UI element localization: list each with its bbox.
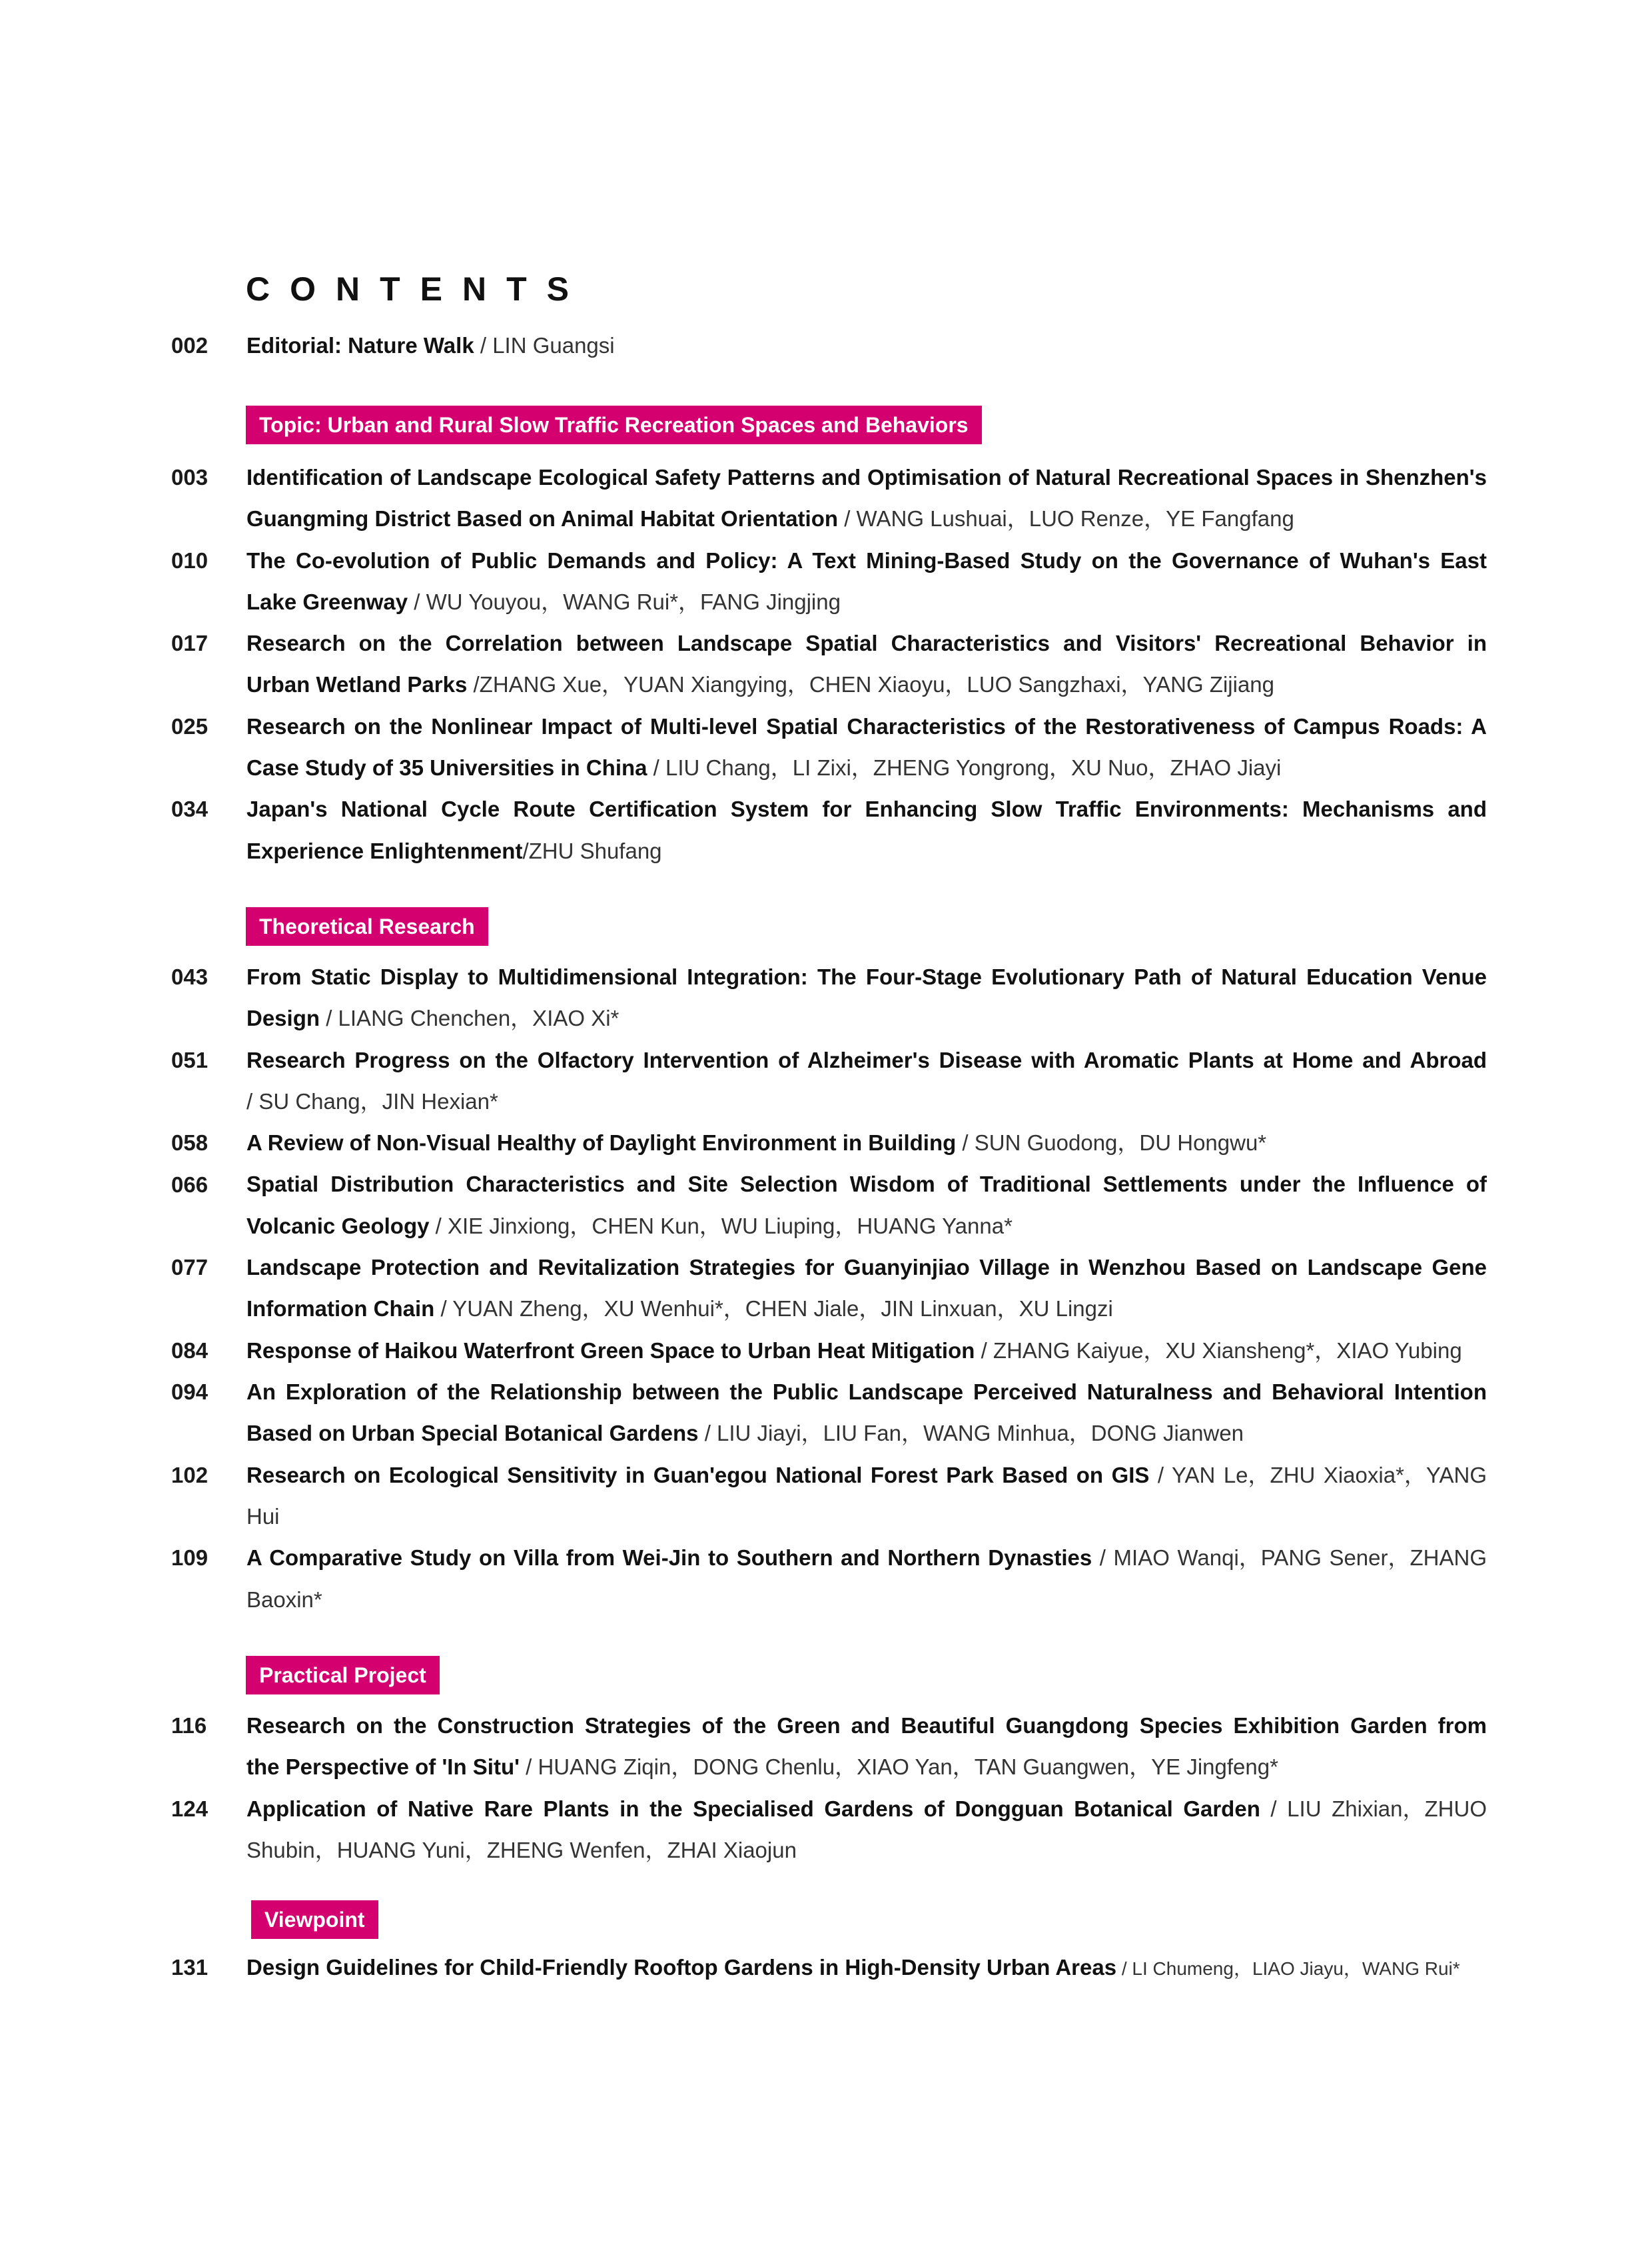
toc-entry-line[interactable] [246, 664, 1487, 705]
toc-entry-line[interactable] [246, 1164, 1487, 1205]
article-authors: / YAN Le，ZHU Xiaoxia*，YANG [1149, 1463, 1487, 1487]
entry-page-number: 109 [171, 1545, 208, 1571]
toc-entry-line-text [246, 1081, 498, 1122]
toc-entry-line-text [246, 1371, 1487, 1413]
article-title: Identification of Landscape Ecological Safety Patterns and Optimisation of Natural Recreational Spaces in Shenzhen's [246, 465, 1487, 490]
article-title: Design Guidelines for Child-Friendly Rooftop Gardens in High-Density Urban Areas [246, 1955, 1117, 1980]
section-badge: Theoretical Research [246, 907, 488, 946]
toc-entry-line[interactable] [246, 1947, 1487, 1988]
section-badge: Viewpoint [251, 1900, 378, 1939]
toc-entry-line[interactable] [246, 706, 1487, 747]
toc-entry-line-text [246, 1330, 1462, 1371]
toc-entry-line[interactable] [246, 581, 1487, 623]
toc-entry-line[interactable] [246, 1705, 1487, 1746]
toc-entry-line[interactable] [246, 457, 1487, 498]
toc-entry-line-text [246, 457, 1487, 498]
toc-entry-line-text [246, 1206, 1013, 1247]
entry-page-number: 084 [171, 1337, 208, 1363]
article-authors: / YUAN Zheng，XU Wenhui*，CHEN Jiale，JIN Linxuan，XU Lingzi [434, 1296, 1113, 1321]
toc-entry-line[interactable] [246, 1496, 1487, 1537]
toc-entry-line[interactable] [246, 1371, 1487, 1413]
toc-entry-line[interactable] [246, 623, 1487, 664]
page-title: CONTENTS [246, 270, 589, 308]
toc-entry-line[interactable] [246, 1330, 1487, 1371]
toc-entry-line-text [246, 1830, 797, 1871]
toc-entry-line-text [246, 1746, 1278, 1788]
entry-page-number: 131 [171, 1955, 208, 1980]
toc-entry-line-text [246, 540, 1487, 581]
toc-entry-line[interactable] [246, 540, 1487, 581]
toc-entry-line-text [246, 1496, 280, 1537]
toc-entry-line[interactable] [246, 1455, 1487, 1496]
article-authors: / ZHANG Kaiyue，XU Xiansheng*，XIAO Yubing [975, 1338, 1462, 1363]
entry-page-number: 025 [171, 713, 208, 739]
toc-entry-line[interactable] [246, 1413, 1487, 1454]
article-title: A Comparative Study on Villa from Wei-Jin to Southern and Northern Dynasties [246, 1545, 1092, 1570]
article-authors: Hui [246, 1504, 280, 1529]
article-title: Based on Urban Special Botanical Gardens [246, 1421, 699, 1445]
toc-entry-line-text [246, 998, 619, 1039]
toc-entry-line-text [246, 581, 841, 623]
article-title: Design [246, 1006, 320, 1030]
article-authors: / SUN Guodong，DU Hongwu* [956, 1130, 1267, 1155]
article-authors: / LI Chumeng，LIAO Jiayu，WANG Rui* [1116, 1958, 1460, 1979]
toc-entry-line-text [246, 1788, 1487, 1830]
entry-page-number: 003 [171, 465, 208, 490]
article-title: Spatial Distribution Characteristics and Site Selection Wisdom of Traditional Settlements under the Influence of [246, 1172, 1487, 1196]
article-title: Research on the Nonlinear Impact of Multi-level Spatial Characteristics of the Restorativeness of Campus Roads: A [246, 714, 1487, 739]
toc-entry-line-text [246, 1537, 1487, 1579]
article-title: Volcanic Geology [246, 1214, 430, 1238]
article-title: Guangming District Based on Animal Habitat Orientation [246, 506, 839, 531]
toc-entry-line[interactable] [246, 1537, 1487, 1579]
article-title: Experience Enlightenment [246, 839, 523, 863]
entry-page-number: 124 [171, 1796, 208, 1821]
toc-entry-line[interactable] [246, 1288, 1487, 1329]
article-title: Information Chain [246, 1296, 435, 1321]
toc-entry-line-text [246, 789, 1487, 830]
toc-entry-line-text [246, 1288, 1113, 1329]
editorial-title: Editorial: Nature Walk [246, 333, 474, 358]
article-title: Lake Greenway [246, 589, 408, 614]
toc-entry-line-text [246, 1413, 1244, 1454]
entry-page-number: 077 [171, 1255, 208, 1280]
article-title: Case Study of 35 Universities in China [246, 755, 647, 780]
toc-entry-line-text [246, 1040, 1487, 1081]
toc-entry-line-text [246, 1579, 322, 1621]
toc-entry-line[interactable] [246, 956, 1487, 998]
entry-page-number: 010 [171, 548, 208, 573]
toc-entry-line-text [246, 747, 1281, 789]
article-title: Research Progress on the Olfactory Intervention of Alzheimer's Disease with Aromatic Plants at Home and Abroad [246, 1048, 1487, 1072]
article-authors: / XIE Jinxiong，CHEN Kun，WU Liuping，HUANG Yanna* [429, 1214, 1013, 1238]
article-title: Research on the Construction Strategies of the Green and Beautiful Guangdong Species Exhibition Garden from [246, 1713, 1487, 1738]
entry-page-number: 034 [171, 797, 208, 822]
article-title: An Exploration of the Relationship between the Public Landscape Perceived Naturalness and Behavioral Intention [246, 1379, 1487, 1404]
toc-entry-line-text [246, 1455, 1487, 1496]
entry-page-number: 043 [171, 964, 208, 989]
toc-entry-line[interactable] [246, 1788, 1487, 1830]
toc-entry-line-text [246, 831, 662, 872]
toc-entry-line[interactable] [246, 1247, 1487, 1288]
article-authors: / SU Chang，JIN Hexian* [246, 1089, 498, 1114]
toc-entry-line-text [246, 1247, 1487, 1288]
section-badge: Topic: Urban and Rural Slow Traffic Recreation Spaces and Behaviors [246, 406, 982, 444]
editorial-author: LIN Guangsi [492, 333, 615, 358]
section-badge: Practical Project [246, 1656, 440, 1694]
article-title: Japan's National Cycle Route Certification System for Enhancing Slow Traffic Environments: Mechanisms and [246, 797, 1487, 821]
article-authors: / WANG Lushuai，LUO Renze，YE Fangfang [838, 506, 1294, 531]
toc-entry-line[interactable] [246, 1746, 1487, 1788]
article-title: Response of Haikou Waterfront Green Space to Urban Heat Mitigation [246, 1338, 975, 1363]
article-authors: / LIU Jiayi，LIU Fan，WANG Minhua，DONG Jianwen [698, 1421, 1244, 1445]
entry-page-number: 116 [171, 1713, 207, 1738]
article-authors: Shubin，HUANG Yuni，ZHENG Wenfen，ZHAI Xiaojun [246, 1838, 797, 1862]
toc-entry-line[interactable] [246, 1206, 1487, 1247]
toc-entry-line-text [246, 706, 1487, 747]
article-title: Landscape Protection and Revitalization Strategies for Guanyinjiao Village in Wenzhou Based on Landscape Gene [246, 1255, 1487, 1280]
article-title: The Co-evolution of Public Demands and Policy: A Text Mining-Based Study on the Governance of Wuhan's East [246, 548, 1487, 573]
toc-entry-line[interactable] [246, 1081, 1487, 1122]
toc-entry-line[interactable] [246, 789, 1487, 830]
editorial-separator: / [474, 333, 493, 358]
toc-entry-line[interactable] [246, 1830, 1487, 1871]
toc-entry-line[interactable] [246, 1122, 1487, 1164]
article-title: A Review of Non-Visual Healthy of Daylight Environment in Building [246, 1130, 957, 1155]
toc-entry-line[interactable] [246, 998, 1487, 1039]
article-title: the Perspective of 'In Situ' [246, 1754, 520, 1779]
article-authors: / HUANG Ziqin，DONG Chenlu，XIAO Yan，TAN Guangwen，YE Jingfeng* [519, 1754, 1278, 1779]
toc-entry-line-text [246, 623, 1487, 664]
article-authors: / MIAO Wanqi，PANG Sener，ZHANG [1092, 1545, 1487, 1570]
toc-entry-line[interactable] [246, 1579, 1487, 1621]
entry-page-number: 051 [171, 1047, 208, 1072]
toc-entry-line[interactable] [246, 831, 1487, 872]
article-title: Research on Ecological Sensitivity in Guan'egou National Forest Park Based on GIS [246, 1463, 1150, 1487]
article-title: Application of Native Rare Plants in the Specialised Gardens of Dongguan Botanical Garden [246, 1796, 1260, 1821]
entry-page-number: 017 [171, 631, 208, 656]
toc-entry-line-text [246, 1164, 1487, 1205]
toc-entry-line-text [246, 498, 1294, 540]
entry-page-number: 102 [171, 1462, 208, 1487]
article-authors: / LIU Zhixian，ZHUO [1260, 1796, 1487, 1821]
article-title: Urban Wetland Parks [246, 672, 468, 697]
article-authors: / WU Youyou，WANG Rui*，FANG Jingjing [408, 589, 841, 614]
article-title: From Static Display to Multidimensional Integration: The Four-Stage Evolutionary Path of Natural Education Venue [246, 964, 1487, 989]
entry-page-number: 066 [171, 1172, 208, 1197]
article-authors: Baoxin* [246, 1587, 322, 1612]
toc-entry-line[interactable] [246, 1040, 1487, 1081]
editorial-entry[interactable] [246, 325, 1487, 366]
toc-entry-line-text [246, 664, 1274, 705]
entry-page-number: 094 [171, 1379, 208, 1404]
article-authors: / LIU Chang，LI Zixi，ZHENG Yongrong，XU Nuo，ZHAO Jiayi [647, 755, 1282, 780]
toc-entry-line-text [246, 1705, 1487, 1746]
article-authors: /ZHANG Xue，YUAN Xiangying，CHEN Xiaoyu，LUO Sangzhaxi，YANG Zijiang [467, 672, 1274, 697]
article-authors: /ZHU Shufang [522, 839, 662, 863]
toc-entry-line[interactable] [246, 498, 1487, 540]
entry-page-number: 058 [171, 1130, 208, 1156]
toc-entry-line-text [246, 956, 1487, 998]
toc-entry-line[interactable] [246, 747, 1487, 789]
toc-entry-line-text [246, 1947, 1460, 1990]
editorial-page-number: 002 [171, 333, 208, 358]
article-authors: / LIANG Chenchen，XIAO Xi* [320, 1006, 620, 1030]
article-title: Research on the Correlation between Landscape Spatial Characteristics and Visitors' Recreational Behavior in [246, 631, 1487, 655]
toc-entry-line-text [246, 1122, 1266, 1164]
